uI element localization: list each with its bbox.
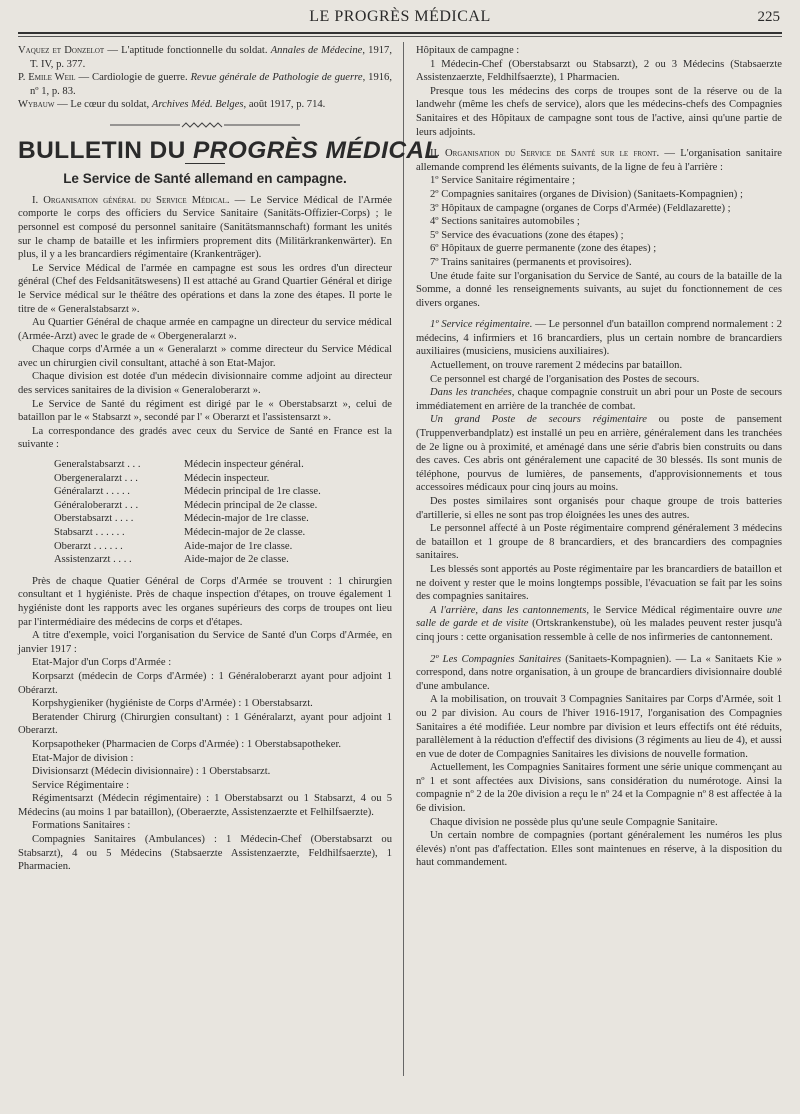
list-item: 1º Service Sanitaire régimentaire ;	[430, 175, 576, 187]
table-row: Généralarzt . . . . . Médecin principal de 1re classe.	[54, 486, 321, 498]
paragraph: Chaque division est dotée d'un médecin divisionnaire comme adjoint au directeur des services sanitaires de la division « Generaloberarzt ».	[18, 371, 392, 397]
paragraph: 1º Service régimentaire. — Le personnel d'un bataillon comprend normalement : 2 médecins, 4 infirmiers et 16 brancardiers, plus un certain nombre de brancardiers auxiliaires (musiciens, musiciens auxiliaires).	[416, 319, 782, 358]
table-row: Oberstabsarzt . . . . Médecin-major de 1re classe.	[54, 513, 309, 525]
org-line: Divisionsarzt (Médecin divisionnaire) : 1 Oberstabsarzt.	[32, 766, 271, 778]
org-line: Formations Sanitaires :	[32, 820, 131, 832]
paragraph: Près de chaque Quatier Général de Corps d'Armée se trouvent : 1 chirurgien consultant et 1 hygiéniste. Près de chaque inspection d'étapes, on trouve également 1 hygiéniste dont les rapports avec les organes supérieurs des corps de troupes ont lieu par l'intermédiaire des médecins de corps et d'étapes.	[18, 575, 392, 628]
paragraph: I. Organisation général du Service Médical. — Le Service Médical de l'Armée comporte le corps des officiers du Service Sanitaire (Sanitäts-Offizier-Corps) ; le personnel est composé du personnel sanitaire (Sanitätsmannschaft) formant les unités sur le champ de bataille et les infirmiers proprement dits (Militärkrankenwärter). En plus, il y a les brancardiers régimentaire (Krankenträger).	[18, 194, 393, 261]
org-line: Korpsapotheker (Pharmacien de Corps d'Armée) : 1 Oberstabsapotheker.	[32, 738, 342, 750]
paragraph: 2º Les Compagnies Sanitaires (Sanitaets-Kompagnien). — La « Sanitaets Kie » correspond, dans notre organisation, à un groupe de brancardiers divisionnaire doublé d'une ambulance.	[416, 653, 782, 692]
paragraph: Le Service Médical de l'armée en campagne est sous les ordres d'un directeur général (Chef des Feldsanitätswesens) Il est attaché au Grand Quartier Général et dirige le Service médical sur le théâtre des opérations et dans la zone des étapes. Il porte le titre de « Generalstabsarzt ».	[18, 262, 392, 315]
header-rule-thin	[18, 36, 782, 37]
reference-item: P. Emile Weil — Cardiologie de guerre. Revue générale de Pathologie de guerre, 1916, nº 1, p. 83.	[18, 72, 392, 97]
left-column	[18, 44, 440, 874]
grade-correspondence-table	[54, 458, 321, 567]
org-line: Korpsarzt (médecin de Corps d'Armée) : 1 Généraloberarzt ayant pour adjoint 1 Obérarzt.	[18, 670, 392, 696]
list-item: 6º Hôpitaux de guerre permanente (zone des étapes) ;	[430, 243, 657, 255]
page-number: 225	[757, 9, 780, 25]
org-line: Etat-Major de division :	[32, 752, 134, 764]
list-item: 5º Service des évacuations (zone des étapes) ;	[430, 229, 624, 241]
reference-list	[18, 44, 392, 112]
section-heading: BULLETIN DU PROGRÈS MÉDICAL	[18, 136, 440, 164]
journal-running-title: LE PROGRÈS MÉDICAL	[309, 8, 491, 25]
column-divider	[403, 42, 404, 1076]
paragraph: Les blessés sont apportés au Poste régimentaire par les brancardiers de bataillon et ne doivent y rester que le moins longtemps possible, l'évacuation se fait par les soins des compagnies sanitaires.	[416, 563, 782, 603]
table-row: Assistenzarzt . . . . Aide-major de 2e classe.	[54, 554, 289, 566]
paragraph: Au Quartier Général de chaque armée en campagne un directeur du service médical (Armée-Arzt) avec le grade de « Obergeneralarzt ».	[18, 317, 392, 342]
paragraph: A l'arrière, dans les cantonnements, le Service Médical régimentaire ouvre une salle de garde et de visite (Ortskrankenstube), où les malades peuvent rester jusqu'à cinq jours : cette organisation ressemble à celle de nos infirmeries de cantonnement.	[416, 604, 782, 643]
paragraph: Presque tous les médecins des corps de troupes sont de la réserve ou de la landwehr (même les chefs de service), alors que les médecins-chefs des Compagnies Sanitaires et des Hôpitaux de campagne sont tous de l'active, ainsi qu'une partie de leurs adjoints.	[416, 85, 782, 138]
paragraph: Chaque corps d'Armée a un « Generalarzt » comme directeur du Service Médical avec un chirurgien civil consultant, attaché à son Etat-Major.	[18, 344, 392, 369]
paragraph: La correspondance des gradés avec ceux du Service de Santé en France est la suivante :	[18, 425, 392, 451]
org-line: Etat-Major d'un Corps d'Armée :	[32, 657, 172, 669]
paragraph: Actuellement, les Compagnies Sanitaires forment une série unique commençant au nº 1 et sont affectées aux Divisions, sans considération du numérotoge. Ainsi la compagnie nº 2 de la 20e division a reçu le nº 24 et la Compagnie nº 8 est affectée à la 6e division.	[416, 762, 782, 815]
paragraph: Un grand Poste de secours régimentaire ou poste de pansement (Truppenverbandplatz) est installé un peu en arrière, généralement dans les tranchées de 2e ligne ou à proximité, et aménagé dans une série d'abris bien construits ou dans des caves. Ces abris ont généralement une capacité de 30 blessés. Ils sont munis de téléphone, pourvus de lumières, de pansements, d'approvisionnements et tous accessoires médicaux pour cinq jours au moins.	[416, 414, 783, 494]
list-item: 4º Sections sanitaires automobiles ;	[430, 216, 580, 228]
ornament-divider	[18, 120, 392, 134]
table-row: Obergeneralarzt . . . Médecin inspecteur.	[54, 472, 270, 484]
element-list	[416, 174, 782, 269]
paragraph: Le Service de Santé du régiment est dirigé par le « Oberstabsarzt », celui de bataillon par le « Stabsarzt », secondé par l' « Oberarzt et l'assistensarzt ».	[18, 398, 392, 424]
org-line: 1 Médecin-Chef (Oberstabsarzt ou Stabsarzt), 2 ou 3 Médecins (Stabsaerzte Assistenzaerzte, Feldhilfsaerzte), 1 Pharmacien.	[416, 58, 782, 84]
table-row: Stabsarzt . . . . . . Médecin-major de 2e classe.	[54, 527, 306, 538]
org-line: Beratender Chirurg (Chirurgien consultant) : 1 Généralarzt, ayant pour adjoint 1 Oberarzt.	[18, 711, 392, 737]
paragraph: II. Organisation du Service de Santé sur le front. — L'organisation sanitaire allemande comprend les éléments suivants, de la ligne de feu à l'arrière :	[416, 148, 782, 173]
page-header	[18, 8, 782, 30]
org-line: Hôpitaux de campagne :	[416, 45, 520, 56]
paragraph: Dans les tranchées, chaque compagnie construit un abri pour un Poste de secours immédiatement en arrière de la tranchée de combat.	[416, 387, 782, 412]
paragraph: Chaque division ne possède plus qu'une seule Compagnie Sanitaire.	[430, 816, 718, 828]
table-row: Oberarzt . . . . . . Aide-major de 1re classe.	[54, 540, 293, 552]
paragraph: A la mobilisation, on trouvait 3 Compagnies Sanitaires par Corps d'Armée, soit 1 ou 2 par division. Au cours de l'hiver 1916-1917, l'organisation des Compagnies Sanitaires a été modifiée. Leur nombre par division et leurs effectifs ont été réduits, parallèlement à la réduction d'effectif des divisions (3 régiments au lieu de 4), et aussi en vue de doter de Compagnies Sanitaires les divisions de nouvelle formation.	[416, 694, 782, 760]
right-column	[416, 44, 782, 870]
table-row: Généraloberarzt . . . Médecin principal de 2e classe.	[54, 499, 318, 511]
ornament-line	[110, 121, 300, 129]
paragraph: Une étude faite sur l'organisation du Service de Santé, au cours de la bataille de la Somme, a donné les renseignements suivants, au sujet du fonctionnement de ces divers organes.	[416, 270, 782, 309]
org-line: Service Régimentaire :	[32, 779, 130, 791]
list-item: 7º Trains sanitaires (permanents et provisoires).	[430, 256, 632, 268]
table-row: Generalstabsarzt . . . Médecin inspecteur général.	[54, 459, 304, 471]
header-rule	[18, 32, 782, 34]
reference-item: Vaquez et Donzelot — L'aptitude fonctionnelle du soldat. Annales de Médecine, 1917, T. IV, p. 377.	[18, 45, 392, 70]
paragraph: Ce personnel est chargé de l'organisation des Postes de secours.	[430, 373, 700, 385]
article-title: Le Service de Santé allemand en campagne.	[63, 171, 347, 187]
paragraph: Le personnel affecté à un Poste régimentaire comprend généralement 3 médecins de bataillon et 1 groupe de 8 brancardiers, et des brancardiers des compagnies sanitaires.	[416, 523, 782, 562]
list-item: 2º Compagnies sanitaires (organes de Division) (Sanitaets-Kompagnien) ;	[430, 188, 743, 200]
list-item: 3º Hôpitaux de campagne (organes de Corps d'Armée) (Feldlazarette) ;	[430, 202, 731, 214]
paragraph: Des postes similaires sont organisés pour chaque groupe de trois batteries d'artillerie, si elles ne sont pas trop éloignées les unes des autres.	[416, 496, 782, 521]
reference-item: Wybauw — Le cœur du soldat, Archives Méd. Belges, août 1917, p. 714.	[18, 99, 326, 111]
org-line: Compagnies Sanitaires (Ambulances) : 1 Médecin-Chef (Oberstabsarzt ou Stabsarzt), 4 ou 5 Médecins (Stabsaerzte Assistenzaerzte, Feldhilfsaerzte), 1 Pharmacien.	[18, 834, 392, 873]
org-line: Korpshygieniker (hygiéniste de Corps d'Armée) : 1 Oberstabsarzt.	[32, 698, 313, 710]
org-line: Régimentsarzt (Médecin régimentaire) : 1 Oberstabsarzt ou 1 Stabsarzt, 4 ou 5 Médecins (au moins 1 par bataillon), (Oberaerzte, Assistenzaerzte et Felhilfsaerzte).	[18, 793, 392, 818]
paragraph: Actuellement, on trouve rarement 2 médecins par bataillon.	[430, 360, 683, 372]
paragraph: A titre d'exemple, voici l'organisation du Service de Santé d'un Corps d'Armée, en janvier 1917 :	[18, 630, 392, 655]
paragraph: Un certain nombre de compagnies (portant généralement les numéros les plus élevés) n'ont pas d'affectation. Elles sont maintenues en réserve, à la disposition du haut commandement.	[416, 830, 782, 869]
